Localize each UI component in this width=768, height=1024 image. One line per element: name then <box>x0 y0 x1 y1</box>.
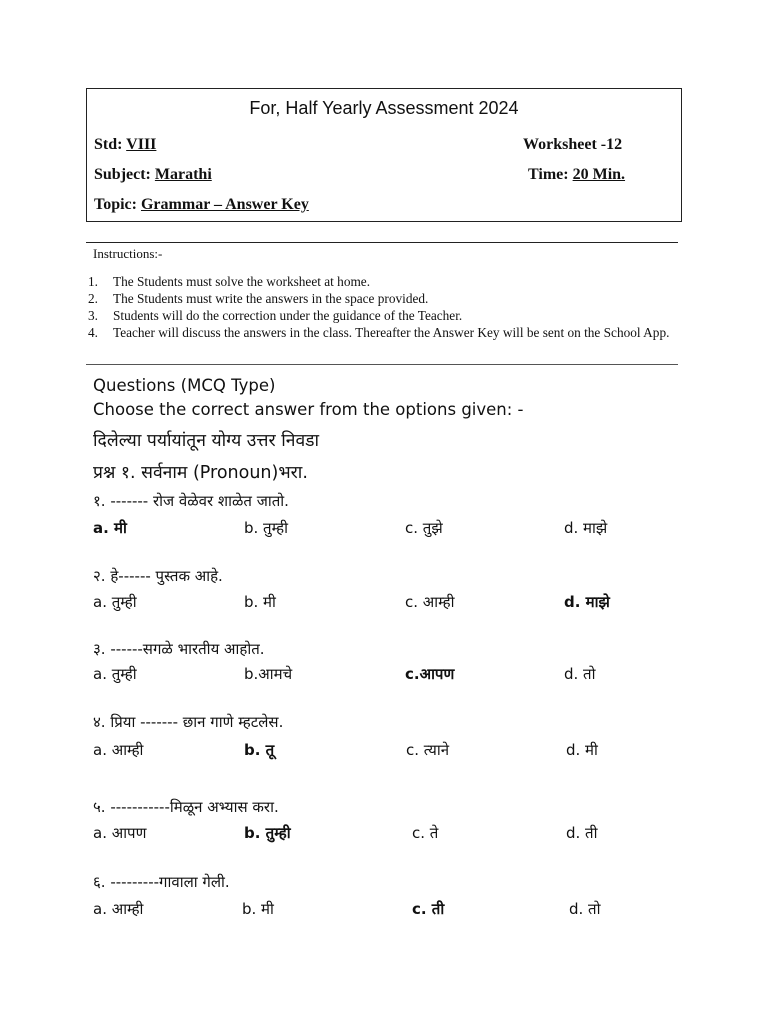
time-row <box>528 166 625 184</box>
topic-value: Grammar – Answer Key <box>140 196 309 213</box>
q4-option-c: c. त्याने <box>406 741 450 759</box>
q4-option-d: d. मी <box>566 741 598 759</box>
q3-option-d: d. तो <box>564 665 596 683</box>
q3-option-a: a. तुम्ही <box>93 665 137 683</box>
q5-option-b: b. तुम्ही <box>244 824 291 842</box>
q4-option-b: b. तू <box>244 741 275 759</box>
subject-row <box>94 166 212 184</box>
time-value: 20 Min. <box>572 166 626 183</box>
instructions-bottom-rule <box>86 364 678 365</box>
subject-value: Marathi <box>154 166 212 183</box>
q5-option-a: a. आपण <box>93 824 147 842</box>
instructions-list <box>88 273 678 341</box>
q1-option-a: a. मी <box>93 519 127 537</box>
q6-option-a: a. आम्ही <box>93 900 144 918</box>
q6-option-b: b. मी <box>242 900 274 918</box>
instruction-item: 3. Students will do the correction under the guidance of the Teacher. <box>88 308 463 323</box>
question-1-text: १. ------- रोज वेळेवर शाळेत जातो. <box>93 492 289 510</box>
question-6-text: ६. ---------गावाला गेली. <box>93 873 230 891</box>
instructions-label: Instructions:- <box>93 246 163 261</box>
std-value: VIII <box>126 136 157 153</box>
q2-option-c: c. आम्ही <box>405 593 455 611</box>
time-label: Time: <box>528 166 569 183</box>
question-4-text: ४. प्रिया ------- छान गाणे म्हटलेस. <box>93 713 284 731</box>
question-heading: प्रश्न १. सर्वनाम (Pronoun)भरा. <box>93 463 308 483</box>
topic-label: Topic: <box>94 196 137 213</box>
section-instruction-en: Choose the correct answer from the options given: - <box>93 400 524 419</box>
instruction-item: 1. The Students must solve the worksheet at home. <box>88 274 371 289</box>
question-5-text: ५. -----------मिळून अभ्यास करा. <box>93 798 279 816</box>
std-label: Std: <box>94 136 123 153</box>
std-row <box>94 136 156 154</box>
section-title: Questions (MCQ Type) <box>93 376 276 395</box>
q3-option-b: b.आमचे <box>244 665 293 683</box>
q1-option-c: c. तुझे <box>405 519 443 537</box>
q4-option-a: a. आम्ही <box>93 741 144 759</box>
topic-row <box>94 196 309 214</box>
q2-option-a: a. तुम्ही <box>93 593 137 611</box>
q6-option-d: d. तो <box>569 900 601 918</box>
q1-option-d: d. माझे <box>564 519 608 537</box>
instruction-item: 4. Teacher will discuss the answers in the class. Thereafter the Answer Key will be sent on the School App. <box>88 325 670 340</box>
q2-option-d: d. माझे <box>564 593 610 611</box>
q2-option-b: b. मी <box>244 593 276 611</box>
q3-option-c: c.आपण <box>405 665 455 683</box>
q5-option-c: c. ते <box>412 824 439 842</box>
section-instruction-mr: दिलेल्या पर्यायांतून योग्य उत्तर निवडा <box>93 431 320 451</box>
question-2-text: २. हे------ पुस्तक आहे. <box>93 567 223 585</box>
instruction-item: 2. The Students must write the answers in the space provided. <box>88 291 429 306</box>
header-box <box>86 88 682 222</box>
subject-label: Subject: <box>94 166 151 183</box>
q5-option-d: d. ती <box>566 824 598 842</box>
instructions-top-rule <box>86 242 678 243</box>
worksheet-title: For, Half Yearly Assessment 2024 <box>249 98 519 118</box>
question-3-text: ३. ------सगळे भारतीय आहोत. <box>93 640 265 658</box>
q1-option-b: b. तुम्ही <box>244 519 288 537</box>
q6-option-c: c. ती <box>412 900 445 918</box>
worksheet-number: Worksheet -12 <box>523 136 623 153</box>
